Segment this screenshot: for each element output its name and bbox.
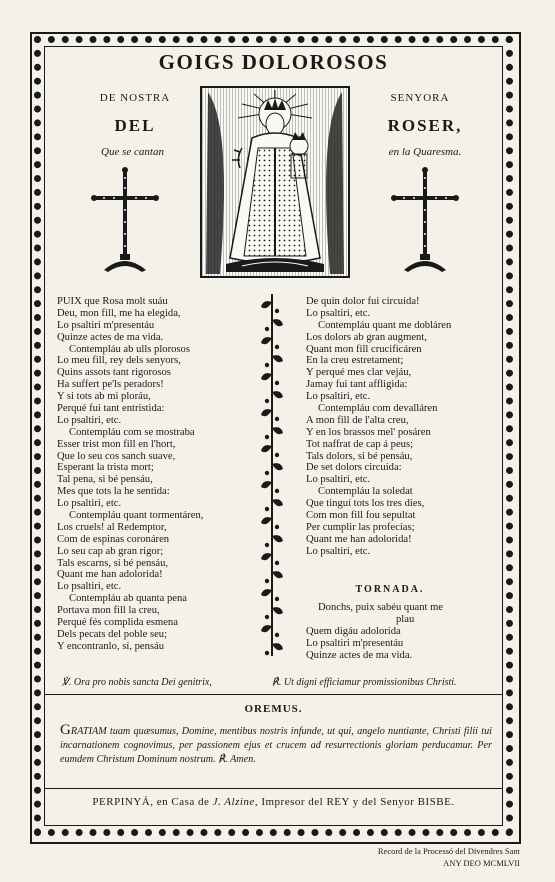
- verse-line: Y perqué mes clar vejáu,: [306, 367, 412, 379]
- verse-line: Lo psaltiri, etc.: [57, 498, 122, 510]
- left-cross-icon: [90, 166, 160, 276]
- verse-line: Dels pecats del poble seu;: [57, 628, 168, 640]
- right-cross-icon: [390, 166, 460, 276]
- verse-line: Contempláu quant tormentáren,: [69, 510, 204, 522]
- verse-line: Tals dolors, si bé pensáu,: [306, 450, 413, 462]
- page-title: GOIGS DOLOROSOS: [158, 50, 389, 74]
- verse-line: Y si tots ab mi ploráu,: [57, 391, 151, 403]
- versicle-right: ℟. Ut digni efficiamur promissionibus Christi.: [272, 677, 457, 688]
- verses-right-column: [306, 296, 506, 558]
- virgin-woodcut-image: [200, 86, 350, 278]
- verse-line: Contempláu com devalláren: [318, 403, 438, 415]
- verse-line: Lo psaltiri m'presentáu: [57, 319, 155, 331]
- verse-line: Contempláu ab quanta pena: [69, 593, 187, 605]
- header-left-big: DEL: [114, 116, 156, 135]
- verse-line: Jamay fui tant affligida:: [306, 379, 408, 391]
- divider: [44, 788, 503, 789]
- verse-line: Lo psaltiri, etc.: [306, 391, 371, 403]
- verse-line: Perqué fés complida esmena: [57, 617, 178, 629]
- imprint-pre: en Casa de: [153, 796, 213, 808]
- header-right-line: SENYORA: [390, 92, 450, 104]
- imprint-printer: J. Alzine: [212, 796, 255, 808]
- tornada-verses: [306, 602, 506, 661]
- verse-line: Com de espinas coronáren: [57, 533, 170, 545]
- verse-line: Contempláu la soledat: [318, 486, 413, 498]
- verse-line: Quinze actes de ma vida.: [57, 331, 164, 343]
- verse-line: Lo psaltiri, etc.: [306, 474, 371, 486]
- verse-line: De set dolors circuida:: [306, 462, 402, 474]
- verse-line: Que lo seu cos sanch suave,: [57, 450, 176, 462]
- verse-line: Deu, mon fill, me ha elegida,: [57, 307, 181, 319]
- verse-line: Lo psaltiri, etc.: [57, 414, 122, 426]
- verse-line: Contempláu quant me dobláren: [318, 319, 452, 331]
- verse-line: PUIX que Rosa molt suáu: [57, 296, 168, 307]
- tornada-line: Quinze actes de ma vida.: [306, 649, 413, 661]
- tornada-line: Quem digáu adolorida: [306, 625, 401, 637]
- verse-line: Mes que tots la he sentida:: [57, 486, 170, 498]
- prayer-text: [60, 722, 492, 767]
- verse-line: Quins assots tant rigorosos: [57, 367, 171, 379]
- oremus-heading: OREMUS.: [244, 703, 303, 715]
- header-left-italic: Que se cantan: [101, 146, 164, 158]
- header-right-big: ROSER,: [387, 116, 463, 135]
- imprint-post: , Impresor del REY y del Senyor BISBE.: [254, 796, 455, 808]
- tornada-line: Donchs, puix sabéu quant me: [318, 602, 444, 613]
- verse-line: Per cumplir las profecías;: [306, 521, 415, 533]
- vine-ornament-icon: [258, 294, 286, 656]
- prayer-body: RATIAM tuam quæsumus, Domine, mentibus nostris infunde, ut qui, angelo nuntiante, Christi filii tui incarnationem cognovimus, per passionem ejus et crucem ad resurrectionis gloriam perducamur. Per eumdem Christum Dominum nostrum. ℟. Amen.: [60, 726, 492, 765]
- imprint-footer: [44, 796, 503, 808]
- verse-line: Y encontranlo, sí, pensáu: [57, 640, 164, 652]
- verse-line: Y en los brassos mel' posáren: [306, 426, 431, 438]
- record-line-1: Record de la Processó del Divendres Sant: [377, 846, 520, 856]
- tornada-line: plau: [396, 613, 415, 625]
- verse-line: Lo psaltiri, etc.: [306, 545, 371, 557]
- header-right-italic: en la Quaresma.: [388, 146, 462, 158]
- verse-line: Ha suffert pe'ls peradors!: [57, 379, 164, 391]
- versicle-left: ℣. Ora pro nobis sancta Dei genitrix,: [62, 677, 212, 688]
- verse-line: Lo psaltiri, etc.: [57, 581, 122, 593]
- verse-line: Que tinguí tots los tres dies,: [306, 498, 425, 510]
- verse-line: Quant me han adolorida!: [306, 533, 412, 545]
- verse-line: Tot naffrat de cap á peus;: [306, 438, 414, 450]
- verse-line: Perqué fui tant entristida:: [57, 403, 165, 415]
- verse-line: Los cruels! al Redemptor,: [57, 521, 167, 533]
- verse-line: A mon fill de l'alta creu,: [306, 414, 409, 426]
- verse-line: Lo psaltiri, etc.: [306, 307, 371, 319]
- record-line-2: ANY DEO MCMLVII: [443, 858, 520, 868]
- verse-line: En la creu estretament;: [306, 355, 404, 367]
- verse-line: Quant mon fill crucificáren: [306, 343, 422, 355]
- verse-line: Tals escarns, si bé pensáu,: [57, 557, 169, 569]
- verse-line: Tal pena, si bé pensáu,: [57, 474, 153, 486]
- verses-left-column: [57, 296, 257, 653]
- verse-line: Portava mon fill la creu,: [57, 605, 160, 617]
- verse-line: Lo meu fill, rey dels senyors,: [57, 355, 181, 367]
- verse-line: Contempláu com se mostraba: [69, 426, 195, 438]
- verse-line: De quin dolor fui circuida!: [306, 296, 420, 307]
- verse-line: Quant me han adolorida!: [57, 569, 163, 581]
- header-left-line: DE NOSTRA: [99, 92, 171, 104]
- verse-line: Los dolors ab gran augment,: [306, 331, 427, 343]
- verse-line: Esser trist mon fill en l'hort,: [57, 438, 176, 450]
- verse-line: Contempláu ab ulls plorosos: [69, 343, 190, 355]
- prayer-dropcap: G: [60, 722, 71, 738]
- tornada-heading: TORNADA.: [355, 584, 425, 595]
- verse-line: Esperant la trista mort;: [57, 462, 154, 474]
- verse-line: Lo seu cap ab gran rigor;: [57, 545, 164, 557]
- tornada-line: Lo psaltiri m'presentáu: [306, 637, 404, 649]
- divider: [44, 694, 503, 695]
- imprint-city: PERPINYÁ,: [92, 796, 154, 808]
- verse-line: Com mon fill fou sepultat: [306, 510, 416, 522]
